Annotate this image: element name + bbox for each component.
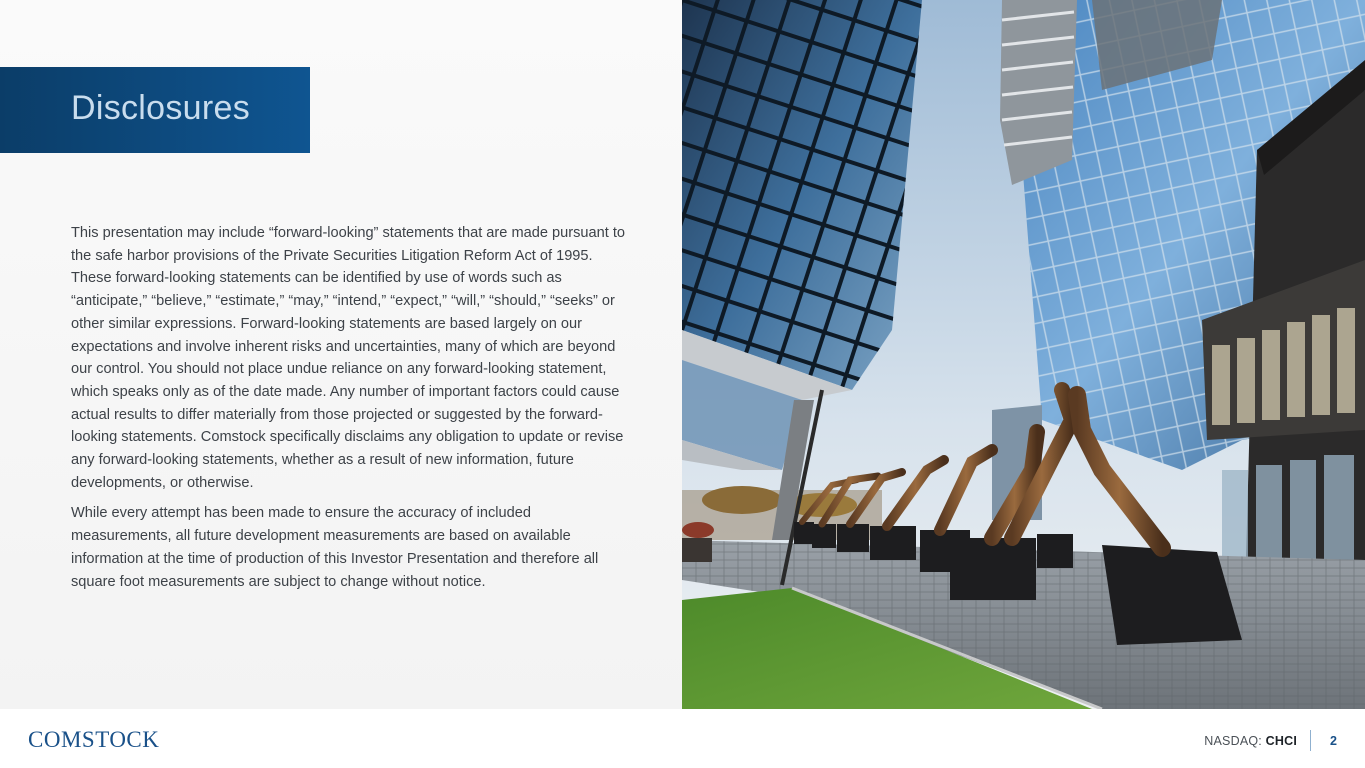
ticker-symbol: CHCI xyxy=(1265,734,1297,748)
company-logo[interactable]: COMSTOCK xyxy=(28,727,160,752)
slide-title: Disclosures xyxy=(71,89,251,127)
ticker-label: NASDAQ: xyxy=(1204,734,1266,748)
footer-divider xyxy=(1310,730,1311,751)
disclosure-paragraph-forward-looking: This presentation may include “forward-looking” statements that are made pursuant to the safe harbor provisions of the Private Securities Litigation Reform Act of 1995. These forward-looking statements can be identified by use of words such as “anticipate,” “believe,” “estimate,” “may,” “intend,” “expect,” “will,” “should,” “seeks” or other similar expressions. Forward-looking statements are based largely on our expectations and involve inherent risks and uncertainties, many of which are beyond our control. You should not place undue reliance on any forward-looking statement, which speaks only as of the date made. Any number of important factors could cause actual results to differ materially from those projected or suggested by the forward-looking statements. Comstock specifically disclaims any obligation to update or revise any forward-looking statements, whether as a result of new information, future developments, or otherwise. xyxy=(71,225,626,491)
hero-photo xyxy=(682,0,1365,709)
page-number: 2 xyxy=(1330,734,1337,748)
disclosure-paragraph-measurements: While every attempt has been made to ensure the accuracy of included measurements, all future development measurements are based on available information at the time of production of this Investor Presentation and therefore all square foot measurements are subject to change without notice. xyxy=(71,505,599,590)
footer-bar xyxy=(0,709,1365,768)
stock-ticker xyxy=(1204,733,1297,749)
disclosure-body xyxy=(71,222,633,601)
